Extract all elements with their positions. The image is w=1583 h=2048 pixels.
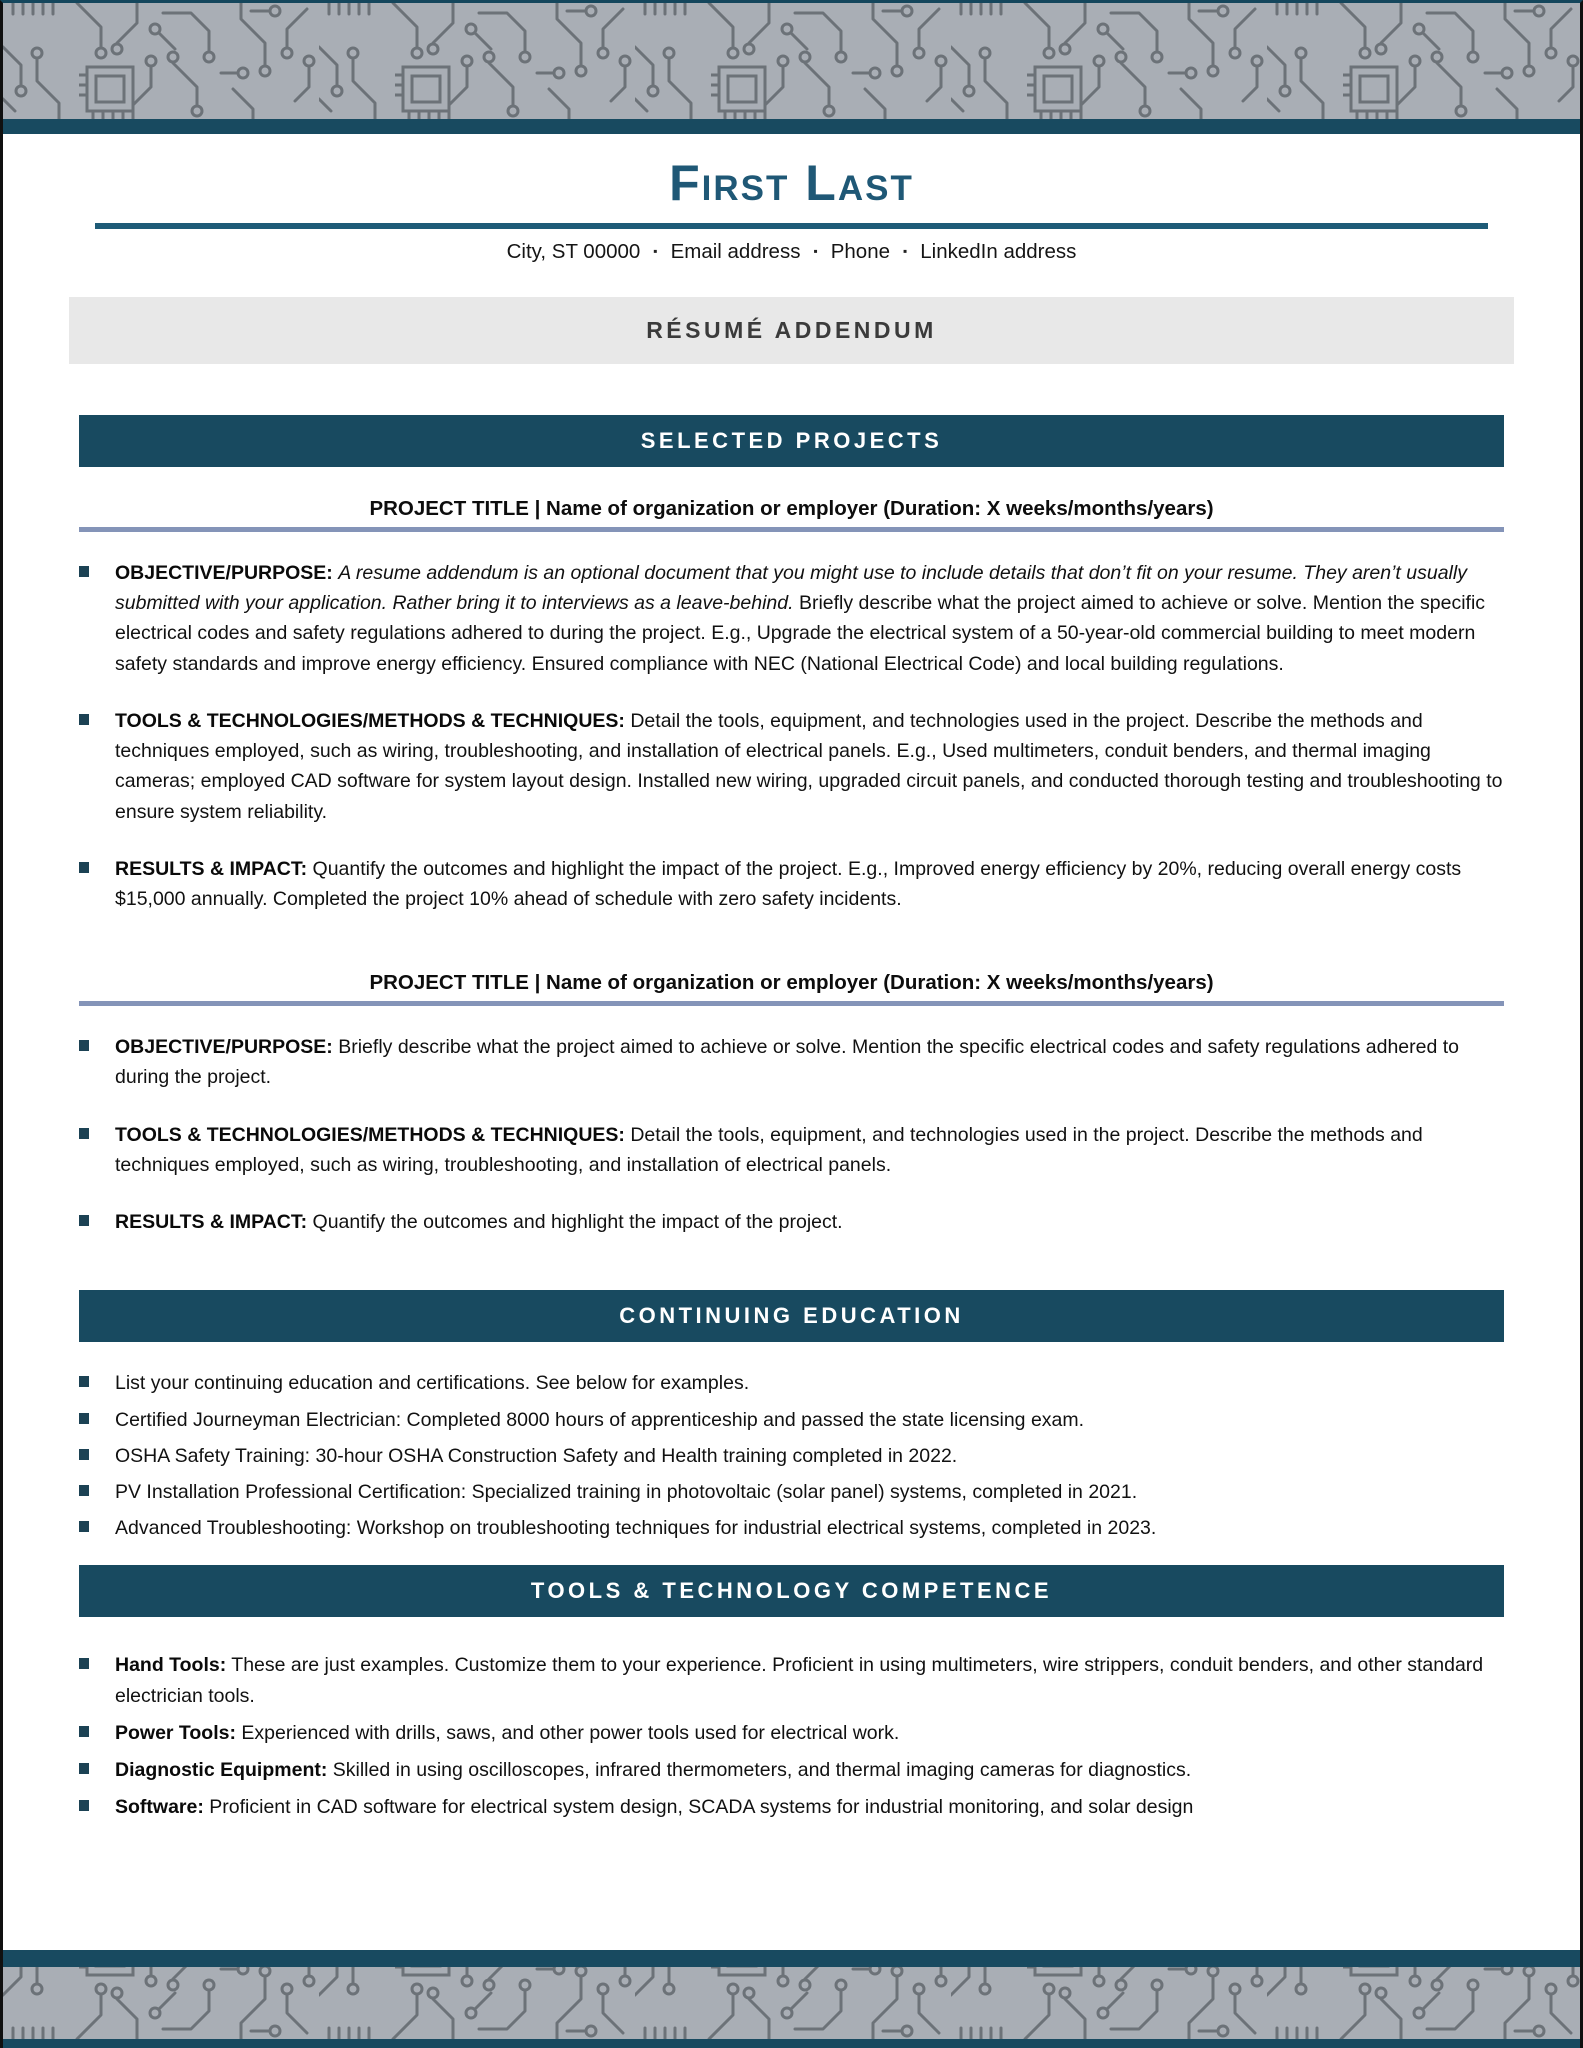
project-title: PROJECT TITLE | Name of organization or employer (Duration: X weeks/months/years) <box>369 497 1214 520</box>
bullet-icon <box>79 1376 89 1387</box>
bullet-icon <box>79 1800 89 1811</box>
bullet-label: TOOLS & TECHNOLOGIES/METHODS & TECHNIQUES: <box>115 709 625 732</box>
list-item <box>79 1755 1504 1785</box>
list-item <box>79 1441 1504 1471</box>
bullet-icon <box>79 714 89 725</box>
bullet-icon <box>79 1413 89 1424</box>
bullet-icon <box>79 1485 89 1496</box>
bullet-text: Proficient in CAD software for electrical system design, SCADA systems for industrial monitoring, and solar design <box>209 1796 1194 1819</box>
document-title-banner <box>69 297 1514 364</box>
bullet-text: PV Installation Professional Certification: Specialized training in photovoltaic (solar panel) systems, completed in 2021. <box>115 1480 1138 1503</box>
bullet-label: Software: <box>115 1796 204 1819</box>
bullet-label: Power Tools: <box>115 1721 236 1744</box>
bullet-icon <box>79 1763 89 1774</box>
project-bullet-list <box>79 1032 1504 1237</box>
project-divider-rule <box>79 1001 1504 1006</box>
education-list <box>79 1368 1504 1549</box>
bullet-icon <box>79 1128 89 1139</box>
contact-linkedin: LinkedIn address <box>920 240 1077 263</box>
bullet-text: Quantify the outcomes and highlight the impact of the project. <box>312 1211 843 1234</box>
bullet-icon <box>79 566 89 577</box>
project-bullet-list <box>79 558 1504 914</box>
list-item <box>79 1513 1504 1543</box>
bullet-icon <box>79 1726 89 1737</box>
bullet-icon <box>79 1215 89 1226</box>
section-header-selected-projects <box>79 415 1504 467</box>
footer-accent-bar <box>3 1950 1580 1967</box>
bullet-text: Certified Journeyman Electrician: Completed 8000 hours of apprenticeship and passed the state licensing exam. <box>115 1408 1085 1431</box>
list-item <box>79 1477 1504 1507</box>
bullet-text: These are just examples. Customize them to your experience. Proficient in using multimeters, wire strippers, conduit benders, and other standard electrician tools. <box>115 1654 1484 1707</box>
contact-email: Email address <box>670 240 801 263</box>
tools-list <box>79 1650 1504 1829</box>
bullet-text: Advanced Troubleshooting: Workshop on troubleshooting techniques for industrial electrical systems, completed in 2023. <box>115 1517 1157 1540</box>
list-item <box>79 1032 1504 1092</box>
bullet-label: TOOLS & TECHNOLOGIES/METHODS & TECHNIQUES: <box>115 1123 625 1146</box>
bullet-text: Detail the tools, equipment, and technologies used in the project. Describe the methods and techniques employed, such as wiring, troubleshooting, and installation of electrical panels. E.g., Used multimeters, conduit benders, and thermal imaging cameras; employed CAD software for system layout design. Installed new wiring, upgraded circuit panels, and conducted thorough testing and troubleshooting to ensure system reliability. <box>115 709 1503 823</box>
section-title: SELECTED PROJECTS <box>640 428 943 453</box>
bullet-icon <box>79 1658 89 1669</box>
section-header-tools-technology <box>79 1565 1504 1617</box>
bullet-label: OBJECTIVE/PURPOSE: <box>115 562 333 584</box>
list-item <box>79 1368 1504 1398</box>
page-footer <box>3 1950 1580 2048</box>
bullet-icon <box>79 1449 89 1460</box>
section-title: CONTINUING EDUCATION <box>619 1303 964 1329</box>
project-title: PROJECT TITLE | Name of organization or employer (Duration: X weeks/months/years) <box>369 971 1214 995</box>
list-item <box>79 1405 1504 1435</box>
bullet-label: RESULTS & IMPACT: <box>115 1211 308 1234</box>
bullet-text: Skilled in using oscilloscopes, infrared thermometers, and thermal imaging cameras for diagnostics. <box>332 1759 1192 1782</box>
circuit-board-pattern-footer <box>3 1967 1580 2039</box>
contact-phone: Phone <box>830 240 890 263</box>
list-item <box>79 1650 1504 1710</box>
page-title: First Last <box>669 155 914 211</box>
bullet-label: RESULTS & IMPACT: <box>115 857 308 880</box>
contact-city: City, ST 00000 <box>506 240 641 263</box>
bullet-text: Quantify the outcomes and highlight the impact of the project. E.g., Improved energy efficiency by 20%, reducing overall energy costs $15,000 annually. Completed the project 10% ahead of schedule with zero safety incidents. <box>115 857 1462 910</box>
list-item <box>79 1120 1504 1180</box>
bullet-text: Briefly describe what the project aimed to achieve or solve. Mention the specific electrical codes and safety regulations adhered to during the project. E.g., Upgrade the electrical system of a 50-year-old commercial building to meet modern safety standards and improve energy efficiency. Ensured compliance with NEC (National Electrical Code) and local building regulations. <box>115 592 1486 675</box>
bullet-label: OBJECTIVE/PURPOSE: <box>115 1036 333 1059</box>
list-item <box>79 1207 1504 1237</box>
project-divider-rule <box>79 527 1504 532</box>
section-header-continuing-education <box>79 1290 1504 1342</box>
list-item <box>79 1792 1504 1822</box>
project-block-2 <box>3 941 1580 1264</box>
bullet-icon <box>79 1040 89 1051</box>
bullet-label: Diagnostic Equipment: <box>115 1759 328 1782</box>
footer-bottom-bar <box>3 2039 1580 2048</box>
bullet-icon <box>79 1521 89 1532</box>
section-title: TOOLS & TECHNOLOGY COMPETENCE <box>530 1578 1053 1604</box>
project-block-1 <box>3 467 1580 941</box>
list-item <box>79 854 1504 914</box>
name-divider-rule <box>95 223 1488 229</box>
separator-icon: ▪ <box>903 244 908 258</box>
bullet-label: Hand Tools: <box>115 1654 227 1677</box>
circuit-board-pattern-header <box>3 3 1580 119</box>
header-accent-bar <box>3 119 1580 134</box>
separator-icon: ▪ <box>813 244 818 258</box>
list-item <box>79 1718 1504 1748</box>
bullet-text: Experienced with drills, saws, and other power tools used for electrical work. <box>241 1721 900 1744</box>
document-title: RÉSUMÉ ADDENDUM <box>646 317 937 343</box>
bullet-text: Detail the tools, equipment, and technologies used in the project. Describe the methods and techniques employed, such as wiring, troubleshooting, and installation of electrical panels. <box>115 1123 1423 1176</box>
contact-line <box>3 240 1580 264</box>
bullet-italic-note: A resume addendum is an optional document that you might use to include details that don’t fit on your resume. They aren’t usually submitted with your application. Rather bring it to interviews as a leave-behind. <box>115 562 1467 615</box>
separator-icon: ▪ <box>653 244 658 258</box>
list-item <box>79 558 1504 679</box>
bullet-icon <box>79 862 89 873</box>
bullet-text: List your continuing education and certifications. See below for examples. <box>115 1372 750 1395</box>
bullet-text: Briefly describe what the project aimed to achieve or solve. Mention the specific electrical codes and safety regulations adhered to during the project. <box>115 1036 1459 1089</box>
list-item <box>79 706 1504 827</box>
bullet-text: OSHA Safety Training: 30-hour OSHA Construction Safety and Health training completed in 2022. <box>115 1444 958 1467</box>
